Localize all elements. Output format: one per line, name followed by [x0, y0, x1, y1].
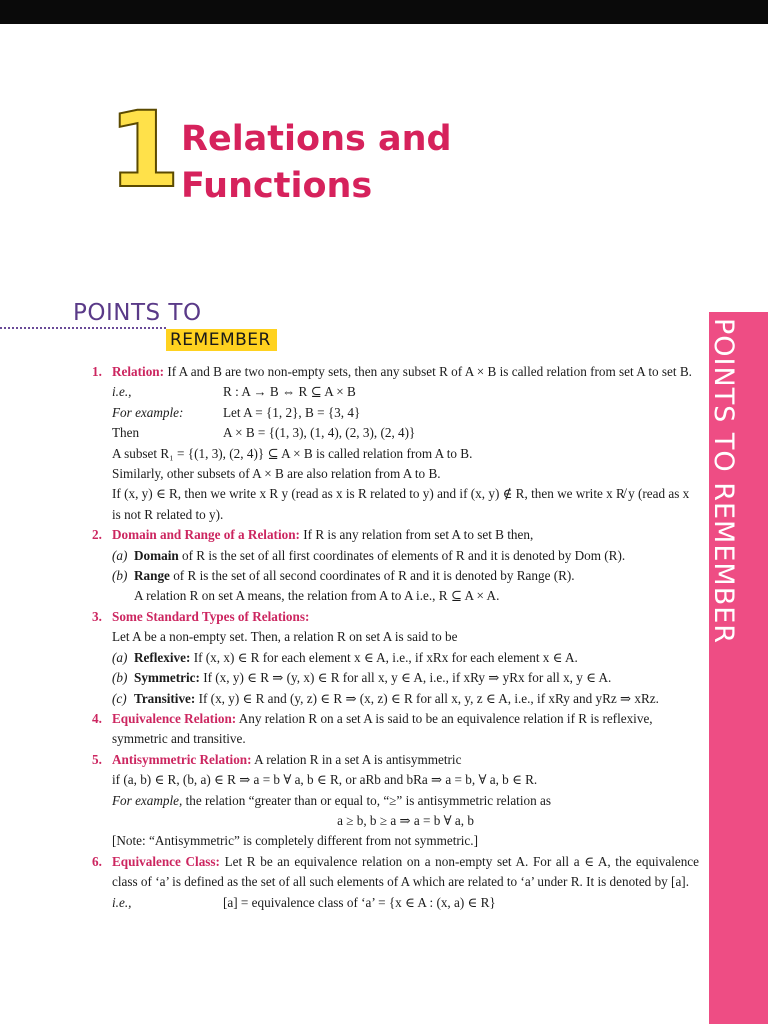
sub-item: [112, 689, 699, 709]
text-line: Similarly, other subsets of A × B are also relation from A to B.: [112, 466, 441, 482]
text-line: if (a, b) ∈ R, (b, a) ∈ R ⇒ a = b ∀ a, b ∈ R, or aRb and bRa ⇒ a = b, ∀ a, b ∈ R.: [112, 772, 538, 788]
point-equivalence-relation: [92, 709, 699, 750]
point-text: [112, 750, 699, 770]
point-heading: Equivalence Class:: [112, 853, 220, 869]
example-label: For example,: [112, 792, 183, 808]
sub-label: (a): [112, 649, 128, 665]
point-heading: Domain and Range of a Relation:: [112, 527, 300, 543]
text-span: If R is any relation from set A to set B then,: [303, 527, 534, 543]
then-row: [112, 423, 699, 443]
point-number: 3.: [92, 608, 102, 624]
sub-label: (c): [112, 690, 127, 706]
chapter-title: [181, 116, 452, 210]
sub-text: If (x, y) ∈ R and (y, z) ∈ R ⇒ (x, z) ∈ R for all x, y, z ∈ A, i.e., if xRy and yRz ⇒ xRz.: [198, 690, 659, 706]
sub-heading: Symmetric:: [134, 670, 200, 686]
sub-text: If (x, y) ∈ R ⇒ (y, x) ∈ R for all x, y ∈ A, i.e., if xRy ⇒ yRx for all x, y ∈ A.: [203, 670, 612, 686]
point-number: 1.: [92, 364, 102, 379]
note-line: [Note: “Antisymmetric” is completely different from not symmetric.]: [112, 833, 478, 849]
sub-item: [112, 546, 699, 566]
sub-heading: Range: [134, 568, 170, 584]
text-span: Let R be an equivalence relation on a non-empty set A. For all a ∈ A, the equivalence class of ‘a’ is defined as the set of all such elements of A which are related to ‘a’ under R. It is denoted by [a].: [112, 853, 700, 890]
side-tab-label: POINTS TO REMEMBER: [708, 318, 739, 645]
sub-heading: Transitive:: [134, 690, 196, 706]
point-text: [112, 362, 699, 382]
row-label: i.e.,: [112, 384, 132, 400]
section-heading-points: POINTS TO: [73, 300, 202, 326]
sub-item: [112, 648, 699, 668]
point-text: [112, 709, 699, 750]
point-text: [112, 607, 699, 627]
row-text: A × B = {(1, 3), (1, 4), (2, 3), (2, 4)}: [223, 425, 416, 441]
text-span: A relation R in a set A is antisymmetric: [254, 751, 462, 767]
text-line: If (x, y) ∈ R, then we write x R y (read as x is R related to y) and if (x, y) ∉ R, then we write x R̸ y (read as x is not R related to y).: [112, 486, 690, 522]
point-heading: Antisymmetric Relation:: [112, 751, 252, 767]
text-line: Let A be a non-empty set. Then, a relation R on set A is said to be: [112, 629, 458, 645]
point-number: 6.: [92, 853, 102, 869]
text-line: A subset R₁ = {(1, 3), (2, 4)} ⊆ A × B is called relation from A to B.: [112, 445, 473, 461]
ie-row: [112, 893, 699, 913]
sub-label: (b): [112, 568, 128, 584]
sub-text: of R is the set of all second coordinates of R and it is denoted by Range (R).: [173, 568, 575, 584]
point-relation: [92, 362, 699, 525]
point-standard-types: [92, 607, 699, 709]
section-heading-remember: REMEMBER: [166, 329, 277, 351]
text-span: Any relation R on a set A is said to be an equivalence relation if R is reflexive, symmetric and transitive.: [112, 710, 653, 747]
point-text: [112, 525, 699, 545]
dotted-divider: [0, 327, 166, 329]
point-domain-range: [92, 525, 699, 607]
row-text: Let A = {1, 2}, B = {3, 4}: [223, 404, 361, 420]
point-number: 2.: [92, 527, 102, 543]
row-label: For example:: [112, 404, 184, 420]
sub-item: [112, 566, 699, 586]
row-label: Then: [112, 425, 140, 441]
sub-heading: Domain: [134, 547, 179, 563]
point-heading: Relation:: [112, 364, 165, 379]
chapter-title-line1: Relations and: [181, 119, 452, 159]
text-line: A relation R on set A means, the relation from A to A i.e., R ⊆ A × A.: [134, 588, 500, 604]
text-span: the relation “greater than or equal to, “≥” is antisymmetric relation as: [185, 792, 551, 808]
point-number: 5.: [92, 751, 102, 767]
row-text: [a] = equivalence class of ‘a’ = {x ∈ A : (x, a) ∈ R}: [223, 894, 496, 910]
sub-heading: Reflexive:: [134, 649, 191, 665]
chapter-title-line2: Functions: [181, 166, 373, 206]
row-text: R : A → B ⇔ R ⊆ A × B: [223, 384, 356, 400]
point-heading: Some Standard Types of Relations:: [112, 608, 310, 624]
sub-text: of R is the set of all first coordinates of elements of R and it is denoted by Dom (R).: [182, 547, 626, 563]
ie-row: [112, 382, 699, 402]
sub-label: (a): [112, 547, 128, 563]
top-black-bar: [0, 0, 768, 24]
points-list: [92, 362, 699, 913]
chapter-number: 1: [108, 89, 181, 211]
point-antisymmetric: [92, 750, 699, 852]
example-row: [112, 403, 699, 423]
example-line: [112, 791, 699, 811]
point-equivalence-class: [92, 852, 699, 913]
sub-text: If (x, x) ∈ R for each element x ∈ A, i.e., if xRx for each element x ∈ A.: [193, 649, 578, 665]
formula: a ≥ b, b ≥ a ⇒ a = b ∀ a, b: [337, 812, 474, 828]
point-text: [112, 852, 699, 893]
point-heading: Equivalence Relation:: [112, 710, 237, 726]
sub-label: (b): [112, 670, 128, 686]
text-span: If A and B are two non-empty sets, then any subset R of A × B is called relation from set A to set B.: [167, 364, 692, 379]
point-number: 4.: [92, 710, 102, 726]
sub-item: [112, 668, 699, 688]
row-label: i.e.,: [112, 894, 132, 910]
